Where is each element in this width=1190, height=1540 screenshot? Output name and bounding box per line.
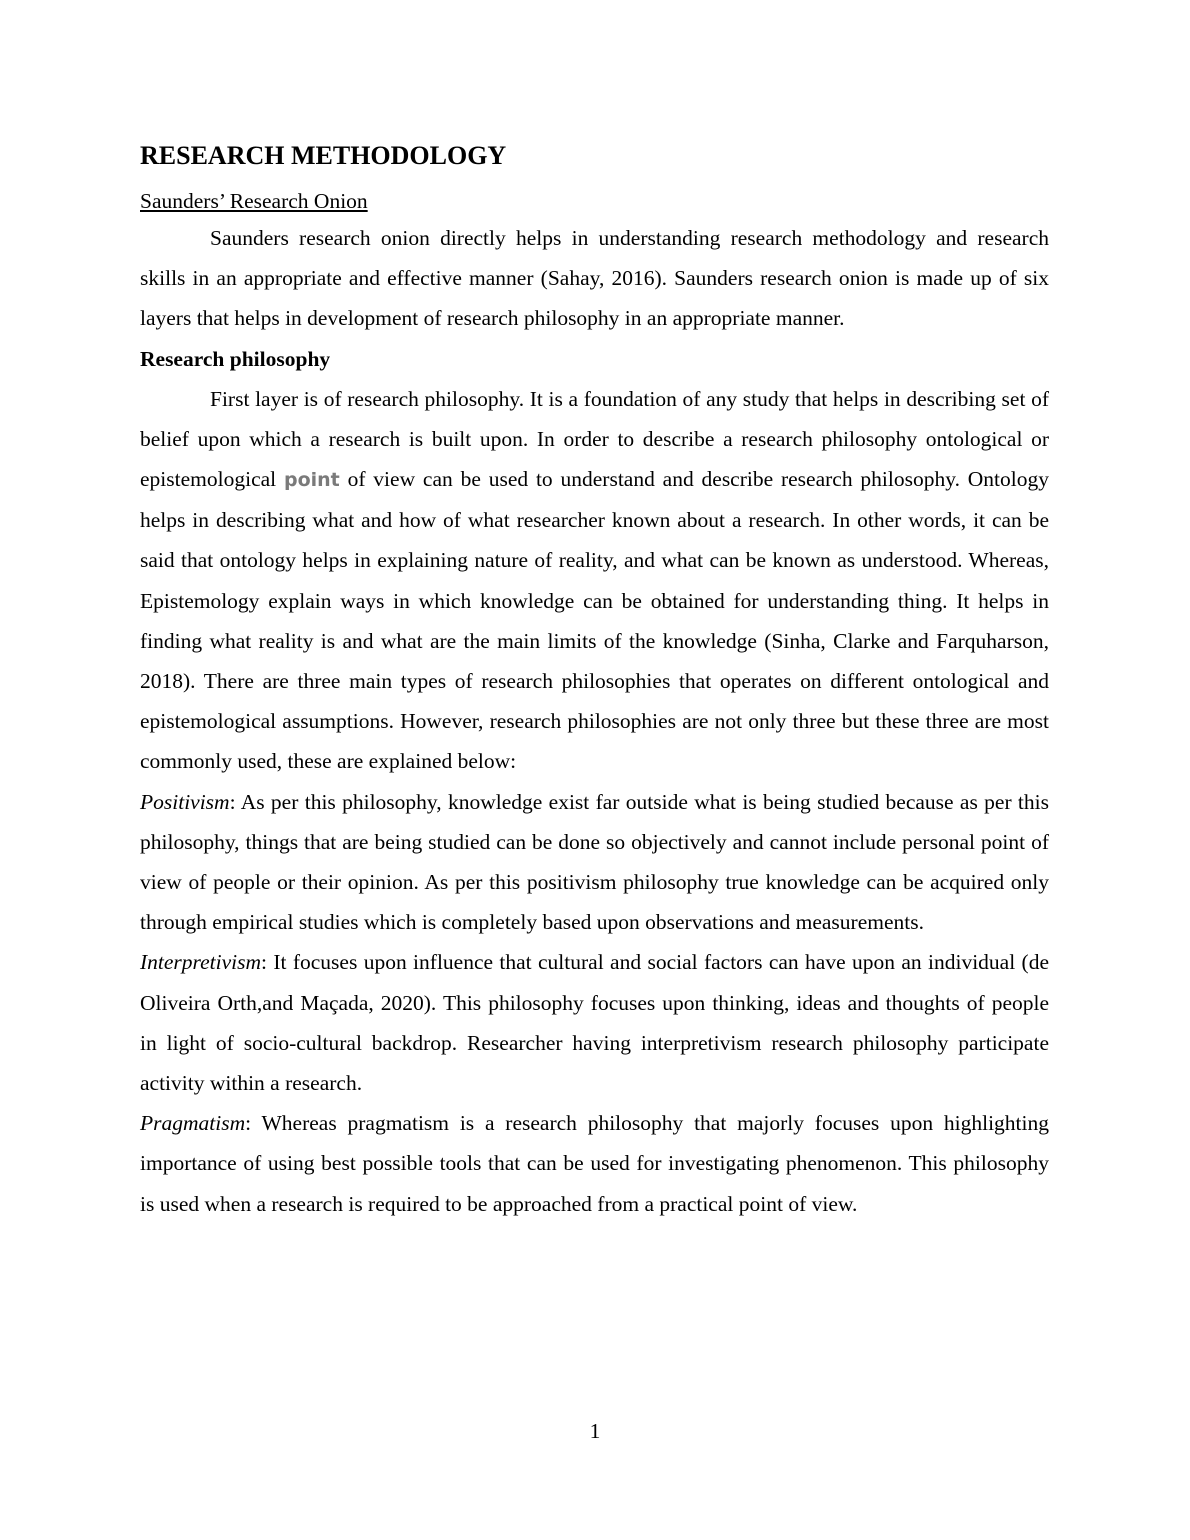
positivism-term: Positivism — [140, 789, 230, 814]
highlighted-word: point — [283, 469, 340, 492]
pragmatism-paragraph — [140, 1103, 1049, 1224]
pragmatism-text: : Whereas pragmatism is a research philosophy that majorly focuses upon highlighting importance of using best possible tools that can be used for investigating phenomenon. This philosophy is used when a research is required to be approached from a practical point of view. — [140, 1111, 1049, 1216]
interpretivism-term: Interpretivism — [140, 950, 262, 975]
intro-paragraph: Saunders research onion directly helps in understanding research methodology and research skills in an appropriate and effective manner (Sahay, 2016). Saunders research onion is made up of six layers that helps in development of research philosophy in an appropriate manner. — [140, 226, 1049, 331]
page-number: 1 — [589, 1419, 601, 1443]
philosophy-paragraph — [140, 379, 1049, 782]
section-subtitle: Saunders’ Research Onion — [140, 189, 368, 213]
interpretivism-paragraph — [140, 942, 1049, 1103]
page-content — [140, 138, 1049, 1224]
philosophy-text-before: First layer is of research philosophy. It is a foundation of any study that helps in describing set of belief upon which a research is built upon. In order to describe a research philosophy ontological or epistemological — [140, 386, 1049, 492]
section-heading: Research philosophy — [140, 346, 331, 371]
pragmatism-term: Pragmatism — [140, 1111, 246, 1136]
interpretivism-text: : It focuses upon influence that cultural and social factors can have upon an individual (de Oliveira Orth,and Maçada, 2020). This philosophy focuses upon thinking, ideas and thoughts of people in light of socio-cultural backdrop. Researcher having interpretivism research philosophy participate activity within a research. — [140, 950, 1049, 1096]
page-title: RESEARCH METHODOLOGY — [140, 141, 507, 170]
positivism-text: : As per this philosophy, knowledge exist far outside what is being studied because as per this philosophy, things that are being studied can be done so objectively and cannot include personal point of view of people or their opinion. As per this positivism philosophy true knowledge can be acquired only through empirical studies which is completely based upon observations and measurements. — [140, 789, 1049, 935]
philosophy-text-after: of view can be used to understand and describe research philosophy. Ontology helps in describing what and how of what researcher known about a research. In other words, it can be said that ontology helps in explaining nature of reality, and what can be known as understood. Whereas, Epistemology explain ways in which knowledge can be obtained for understanding thing. It helps in finding what reality is and what are the main limits of the knowledge (Sinha, Clarke and Farquharson, 2018). There are three main types of research philosophies that operates on different ontological and epistemological assumptions. However, research philosophies are not only three but these three are most commonly used, these are explained below: — [140, 467, 1050, 774]
positivism-paragraph — [140, 782, 1049, 943]
